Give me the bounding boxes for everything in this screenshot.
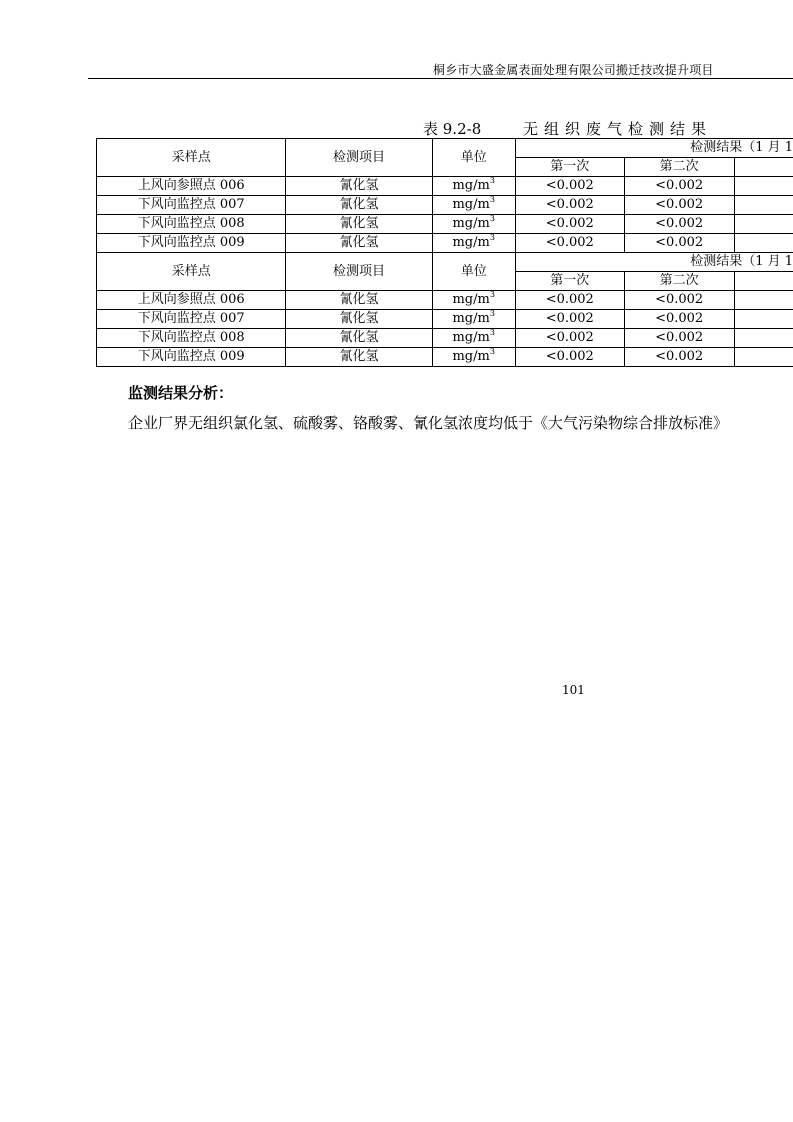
second-result-cell: <0.002 bbox=[624, 234, 734, 253]
unit-text: mg/m bbox=[452, 349, 490, 364]
unit-superscript: 3 bbox=[489, 328, 495, 337]
page-number: 101 bbox=[562, 683, 585, 697]
first-result-cell: <0.002 bbox=[515, 291, 624, 310]
header-third-sample bbox=[734, 272, 793, 291]
header-unit: 单位 bbox=[432, 139, 515, 177]
table-row bbox=[97, 329, 793, 348]
test-item-cell: 氰化氢 bbox=[286, 329, 432, 348]
second-result-cell: <0.002 bbox=[624, 177, 734, 196]
test-item-cell: 氰化氢 bbox=[286, 234, 432, 253]
test-item-cell: 氰化氢 bbox=[286, 177, 432, 196]
table-row bbox=[97, 348, 793, 367]
unit-text: mg/m bbox=[452, 311, 490, 326]
unit-superscript: 3 bbox=[489, 347, 495, 356]
test-item-cell: 氰化氢 bbox=[286, 196, 432, 215]
header-second-sample: 第二次 bbox=[624, 158, 734, 177]
second-result-cell: <0.002 bbox=[624, 196, 734, 215]
header-first-sample: 第一次 bbox=[515, 272, 624, 291]
third-result-cell bbox=[734, 234, 793, 253]
sampling-point-cell: 下风向监控点 009 bbox=[97, 234, 286, 253]
sampling-point-cell: 下风向监控点 009 bbox=[97, 348, 286, 367]
unit-text: mg/m bbox=[452, 330, 490, 345]
running-header-title: 桐乡市大盛金属表面处理有限公司搬迁技改提升项目 bbox=[433, 63, 714, 77]
table-header-row bbox=[97, 253, 793, 272]
second-result-cell: <0.002 bbox=[624, 348, 734, 367]
unit-cell bbox=[432, 177, 515, 196]
sampling-point-cell: 下风向监控点 007 bbox=[97, 196, 286, 215]
unit-superscript: 3 bbox=[489, 233, 495, 242]
unit-cell bbox=[432, 196, 515, 215]
sampling-point-cell: 下风向监控点 008 bbox=[97, 215, 286, 234]
header-first-sample: 第一次 bbox=[515, 158, 624, 177]
first-result-cell: <0.002 bbox=[515, 215, 624, 234]
third-result-cell bbox=[734, 310, 793, 329]
table-caption-title: 无组织废气检测结果 bbox=[523, 120, 713, 138]
unit-cell bbox=[432, 234, 515, 253]
table-row bbox=[97, 234, 793, 253]
sampling-point-cell: 下风向监控点 008 bbox=[97, 329, 286, 348]
header-unit: 单位 bbox=[432, 253, 515, 291]
table-header-row bbox=[97, 139, 793, 158]
sampling-point-cell: 上风向参照点 006 bbox=[97, 291, 286, 310]
table-row bbox=[97, 177, 793, 196]
test-item-cell: 氰化氢 bbox=[286, 348, 432, 367]
first-result-cell: <0.002 bbox=[515, 310, 624, 329]
second-result-cell: <0.002 bbox=[624, 329, 734, 348]
table-row bbox=[97, 291, 793, 310]
header-sampling-point: 采样点 bbox=[97, 139, 286, 177]
test-item-cell: 氰化氢 bbox=[286, 310, 432, 329]
test-item-cell: 氰化氢 bbox=[286, 291, 432, 310]
unit-superscript: 3 bbox=[489, 176, 495, 185]
unit-cell bbox=[432, 291, 515, 310]
sampling-point-cell: 上风向参照点 006 bbox=[97, 177, 286, 196]
emission-results-table bbox=[96, 138, 793, 367]
table-row bbox=[97, 215, 793, 234]
header-second-sample: 第二次 bbox=[624, 272, 734, 291]
unit-superscript: 3 bbox=[489, 214, 495, 223]
second-result-cell: <0.002 bbox=[624, 291, 734, 310]
header-third-sample bbox=[734, 158, 793, 177]
first-result-cell: <0.002 bbox=[515, 348, 624, 367]
unit-text: mg/m bbox=[452, 216, 490, 231]
unit-text: mg/m bbox=[452, 292, 490, 307]
second-result-cell: <0.002 bbox=[624, 215, 734, 234]
header-test-result: 检测结果（1 月 1 bbox=[515, 139, 793, 158]
unit-cell bbox=[432, 329, 515, 348]
analysis-heading: 监测结果分析： bbox=[128, 384, 234, 402]
unit-text: mg/m bbox=[452, 235, 490, 250]
header-test-item: 检测项目 bbox=[286, 139, 432, 177]
third-result-cell bbox=[734, 215, 793, 234]
unit-text: mg/m bbox=[452, 178, 490, 193]
first-result-cell: <0.002 bbox=[515, 177, 624, 196]
third-result-cell bbox=[734, 329, 793, 348]
analysis-paragraph: 企业厂界无组织氯化氢、硫酸雾、铬酸雾、氰化氢浓度均低于《大气污染物综合排放标准》 bbox=[128, 414, 729, 432]
first-result-cell: <0.002 bbox=[515, 234, 624, 253]
unit-cell bbox=[432, 348, 515, 367]
unit-text: mg/m bbox=[452, 197, 490, 212]
test-item-cell: 氰化氢 bbox=[286, 215, 432, 234]
first-result-cell: <0.002 bbox=[515, 196, 624, 215]
third-result-cell bbox=[734, 348, 793, 367]
table-row bbox=[97, 310, 793, 329]
unit-cell bbox=[432, 310, 515, 329]
table-caption-number: 表 9.2-8 bbox=[423, 120, 482, 138]
header-sampling-point: 采样点 bbox=[97, 253, 286, 291]
second-result-cell: <0.002 bbox=[624, 310, 734, 329]
third-result-cell bbox=[734, 196, 793, 215]
unit-superscript: 3 bbox=[489, 195, 495, 204]
unit-superscript: 3 bbox=[489, 290, 495, 299]
header-divider bbox=[88, 78, 793, 79]
unit-cell bbox=[432, 215, 515, 234]
third-result-cell bbox=[734, 177, 793, 196]
header-test-result: 检测结果（1 月 1 bbox=[515, 253, 793, 272]
table-row bbox=[97, 196, 793, 215]
third-result-cell bbox=[734, 291, 793, 310]
unit-superscript: 3 bbox=[489, 309, 495, 318]
header-test-item: 检测项目 bbox=[286, 253, 432, 291]
sampling-point-cell: 下风向监控点 007 bbox=[97, 310, 286, 329]
first-result-cell: <0.002 bbox=[515, 329, 624, 348]
